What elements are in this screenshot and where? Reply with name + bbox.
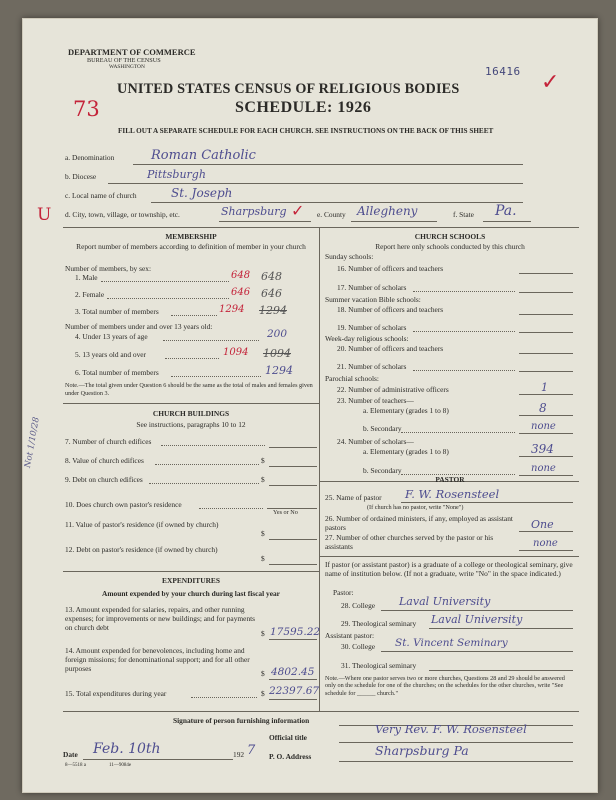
q24-label: 24. Number of scholars— — [337, 437, 414, 446]
county-label: e. County — [317, 210, 346, 219]
census-schedule-form — [22, 18, 598, 793]
q15-value: 22397.67 — [269, 685, 320, 697]
q11-currency: $ — [261, 529, 265, 538]
q2-orig: 646 — [261, 287, 282, 300]
q24b-label: b. Secondary — [363, 466, 402, 475]
q18-label: 18. Number of officers and teachers — [337, 305, 444, 314]
membership-title: MEMBERSHIP — [165, 232, 217, 241]
q3-orig: 1294 — [259, 304, 287, 317]
membership-note: Note.—The total given under Question 6 should be the same as the total of males and females given under Question 3. — [65, 382, 313, 397]
buildings-title: CHURCH BUILDINGS — [152, 409, 230, 418]
expenditures-subtitle: Amount expended by your church during last fiscal year — [102, 589, 280, 598]
diocese-value: Pittsburgh — [147, 168, 206, 181]
q11-label: 11. Value of pastor's residence (if owned by church) — [65, 520, 219, 529]
red-checkmark: ✓ — [541, 69, 560, 94]
city-label: d. City, town, village, or township, etc. — [65, 210, 180, 219]
q19-label: 19. Number of scholars — [337, 323, 407, 332]
year-suffix: 7 — [247, 743, 256, 758]
q7-label: 7. Number of church edifices — [65, 437, 152, 446]
q10-label: 10. Does church own pastor's residence — [65, 500, 182, 509]
q4-value: 200 — [267, 328, 288, 340]
q16-label: 16. Number of officers and teachers — [337, 264, 444, 273]
city-value: Sharpsburg — [221, 205, 287, 218]
q30-value: St. Vincent Seminary — [395, 637, 508, 649]
age-intro: Number of members under and over 13 years old: — [65, 322, 213, 331]
weekday-heading: Week-day religious schools: — [325, 334, 409, 343]
schedule-title: SCHEDULE: 1926 — [235, 99, 372, 116]
red-check-city: ✓ — [291, 203, 305, 220]
red-mark-number: 73 — [73, 97, 100, 121]
q27-label: 27. Number of other churches served by the pastor or his assistants — [325, 533, 494, 551]
q23b-value: none — [531, 421, 556, 432]
church-name-value: St. Joseph — [171, 186, 233, 200]
parochial-heading: Parochial schools: — [325, 374, 379, 383]
q6-label: 6. Total number of members — [75, 368, 159, 377]
sunday-heading: Sunday schools: — [325, 252, 374, 261]
q3-value: 1294 — [219, 304, 245, 315]
q25-hint: (If church has no pastor, write "None") — [367, 504, 464, 511]
schools-subtitle: Report here only schools conducted by this church — [375, 242, 525, 251]
church-name-label: c. Local name of church — [65, 191, 137, 200]
q1-value: 648 — [231, 270, 251, 281]
pastor-subheading: Pastor: — [333, 588, 354, 597]
q1-orig: 648 — [261, 270, 282, 283]
membership-subtitle: Report number of members according to definition of member in your church — [76, 242, 306, 251]
denomination-label: a. Denomination — [65, 153, 115, 162]
graduate-note: If pastor (or assistant pastor) is a graduate of a college or theological seminary, give name of institution below. (If not a graduate, write "No" in the space indicated.) — [325, 560, 573, 578]
date-value: Feb. 10th — [93, 741, 161, 757]
q24a-value: 394 — [531, 442, 554, 456]
bureau-city: WASHINGTON — [109, 64, 145, 70]
county-value: Allegheny — [357, 204, 418, 218]
date-label: Date — [63, 750, 78, 759]
q3-label: 3. Total number of members — [75, 307, 159, 316]
state-value: Pa. — [495, 203, 517, 219]
margin-red-mark: U — [37, 205, 52, 225]
q5-orig: 1094 — [263, 347, 291, 360]
q12-label: 12. Debt on pastor's residence (if owned by church) — [65, 545, 218, 554]
q4-label: 4. Under 13 years of age — [75, 332, 148, 341]
q29-label: 29. Theological seminary — [341, 619, 417, 628]
q2-value: 646 — [231, 287, 251, 298]
form-title: UNITED STATES CENSUS OF RELIGIOUS BODIES — [117, 81, 460, 97]
address-value: Sharpsburg Pa — [375, 743, 469, 758]
q5-value: 1094 — [223, 347, 249, 358]
q14-value: 4802.45 — [271, 666, 315, 678]
q23-label: 23. Number of teachers— — [337, 396, 414, 405]
q26-label: 26. Number of ordained ministers, if any, employed as assistant pastors — [325, 514, 513, 532]
q9-label: 9. Debt on church edifices — [65, 475, 143, 484]
q14-label: 14. Amount expended for benevolences, including home and foreign missions; for denominational support; and for all other purposes — [65, 646, 250, 673]
q20-label: 20. Number of officers and teachers — [337, 344, 444, 353]
q12-currency: $ — [261, 554, 265, 563]
q22-label: 22. Number of administrative officers — [337, 385, 449, 394]
official-title-label: Official title — [269, 733, 307, 742]
q9-currency: $ — [261, 475, 265, 484]
q30-label: 30. College — [341, 642, 376, 651]
q23a-value: 8 — [539, 401, 547, 415]
q6-value: 1294 — [265, 364, 293, 377]
q2-label: 2. Female — [75, 290, 105, 299]
print-code: 11—9084e — [109, 763, 132, 768]
pastor-title: PASTOR — [435, 475, 465, 484]
q23b-label: b. Secondary — [363, 424, 402, 433]
q10-hint: Yes or No — [273, 509, 298, 516]
summer-heading: Summer vacation Bible schools: — [325, 295, 421, 304]
assistant-subheading: Assistant pastor: — [325, 631, 375, 640]
q26-value: One — [531, 518, 554, 531]
sex-intro: Number of members, by sex: — [65, 264, 151, 273]
side-date-note: Not 1/10/28 — [23, 416, 42, 469]
bureau-name: BUREAU OF THE CENSUS — [87, 57, 161, 64]
q13-value: 17595.22 — [270, 626, 321, 638]
q28-value: Laval University — [399, 595, 491, 608]
expenditures-title: EXPENDITURES — [162, 576, 220, 585]
denomination-value: Roman Catholic — [151, 148, 256, 163]
instruction-line: FILL OUT A SEPARATE SCHEDULE FOR EACH CHURCH. SEE INSTRUCTIONS ON THE BACK OF THIS SHEET — [118, 127, 494, 135]
signature-label: Signature of person furnishing information — [173, 716, 310, 725]
buildings-subtitle: See instructions, paragraphs 10 to 12 — [136, 420, 246, 429]
q13-currency: $ — [261, 629, 265, 638]
q13-label: 13. Amount expended for salaries, repairs, and other running expenses; for improvements or new buildings; and for payments on church debt — [65, 605, 256, 632]
q28-label: 28. College — [341, 601, 376, 610]
state-label: f. State — [453, 210, 474, 219]
q27-value: none — [533, 538, 558, 549]
year-prefix: 192 — [233, 750, 245, 759]
q24b-value: none — [531, 463, 556, 474]
q1-label: 1. Male — [75, 273, 98, 282]
diocese-label: b. Diocese — [65, 172, 97, 181]
schools-title: CHURCH SCHOOLS — [414, 232, 486, 241]
pastor-note: Note.—Where one pastor serves two or more churches, Questions 28 and 29 should be answered only on the schedule for one of the churches; on the schedules for the other churches, write "See schedule for ______ church." — [325, 675, 565, 697]
q25-label: 25. Name of pastor — [325, 493, 382, 502]
q29-value: Laval University — [431, 613, 523, 626]
q5-label: 5. 13 years old and over — [75, 350, 147, 359]
q15-label: 15. Total expenditures during year — [65, 689, 167, 698]
q8-label: 8. Value of church edifices — [65, 456, 144, 465]
q17-label: 17. Number of scholars — [337, 283, 407, 292]
q8-currency: $ — [261, 456, 265, 465]
address-label: P. O. Address — [269, 752, 312, 761]
form-number: 8—5518 a — [65, 763, 86, 768]
q24a-label: a. Elementary (grades 1 to 8) — [363, 447, 449, 456]
q14-currency: $ — [261, 669, 265, 678]
stamp-number: 16416 — [485, 65, 521, 78]
q23a-label: a. Elementary (grades 1 to 8) — [363, 406, 449, 415]
dept-name: DEPARTMENT OF COMMERCE — [68, 47, 196, 57]
q21-label: 21. Number of scholars — [337, 362, 407, 371]
official-title-value: Very Rev. F. W. Rosensteel — [375, 722, 527, 736]
q15-currency: $ — [261, 689, 265, 698]
q31-label: 31. Theological seminary — [341, 661, 417, 670]
q22-value: 1 — [541, 381, 548, 394]
q25-value: F. W. Rosensteel — [405, 487, 500, 501]
